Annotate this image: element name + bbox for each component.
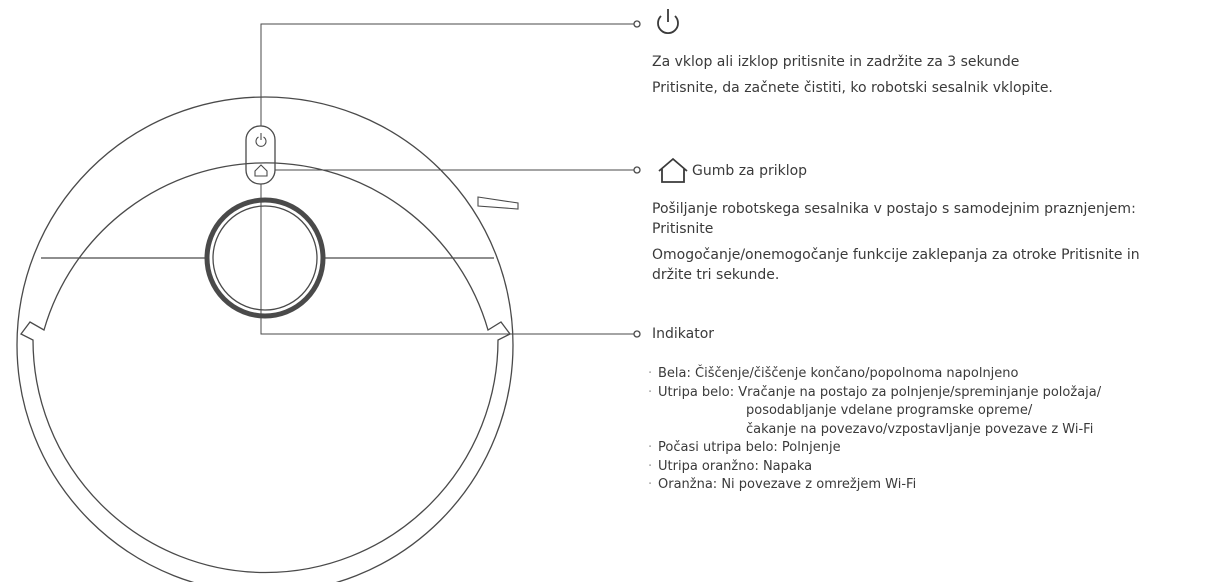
dock-description-line-2: Pritisnite xyxy=(652,221,714,237)
lidar-turret-inner xyxy=(213,206,317,310)
indicator-list xyxy=(648,365,1101,495)
dock-description-line-1: Pošiljanje robotskega sesalnika v postajo s samodejnim praznjenjem: xyxy=(652,201,1136,217)
panel-home-icon xyxy=(255,165,267,176)
power-description-line-1: Za vklop ali izklop pritisnite in zadržite za 3 sekunde xyxy=(652,54,1020,70)
side-brush xyxy=(478,197,518,209)
indicator-title: Indikator xyxy=(652,326,715,342)
callout-end-power xyxy=(634,21,640,27)
power-description-line-2: Pritisnite, da začnete čistiti, ko robotski sesalnik vklopite. xyxy=(652,80,1053,96)
list-item: · Oranžna: Ni povezave z omrežjem Wi-Fi xyxy=(648,477,917,492)
power-icon xyxy=(658,9,678,33)
list-item: posodabljanje vdelane programske opreme/ xyxy=(746,403,1033,418)
callout-power xyxy=(261,24,634,126)
list-item: · Utripa oranžno: Napaka xyxy=(648,458,813,474)
callout-end-dock xyxy=(634,167,640,173)
list-item: čakanje na povezavo/vzpostavljanje povezave z Wi-Fi xyxy=(746,421,1094,437)
panel-power-icon xyxy=(256,133,266,146)
dock-description-line-4: držite tri sekunde. xyxy=(652,267,780,283)
dock-description-line-3: Omogočanje/onemogočanje funkcije zaklepanja za otroke Pritisnite in xyxy=(652,247,1140,263)
list-item: · Utripa belo: Vračanje na postajo za polnjenje/spreminjanje položaja/ xyxy=(648,384,1102,400)
callout-end-indicator xyxy=(634,331,640,337)
robot-bumper xyxy=(21,163,510,573)
dock-button-title: Gumb za priklop xyxy=(692,163,808,179)
home-icon xyxy=(659,159,687,182)
list-item: · Bela: Čiščenje/čiščenje končano/popolnoma napolnjeno xyxy=(648,366,1019,381)
lidar-turret-outer xyxy=(207,200,323,316)
list-item: · Počasi utripa belo: Polnjenje xyxy=(648,440,841,455)
